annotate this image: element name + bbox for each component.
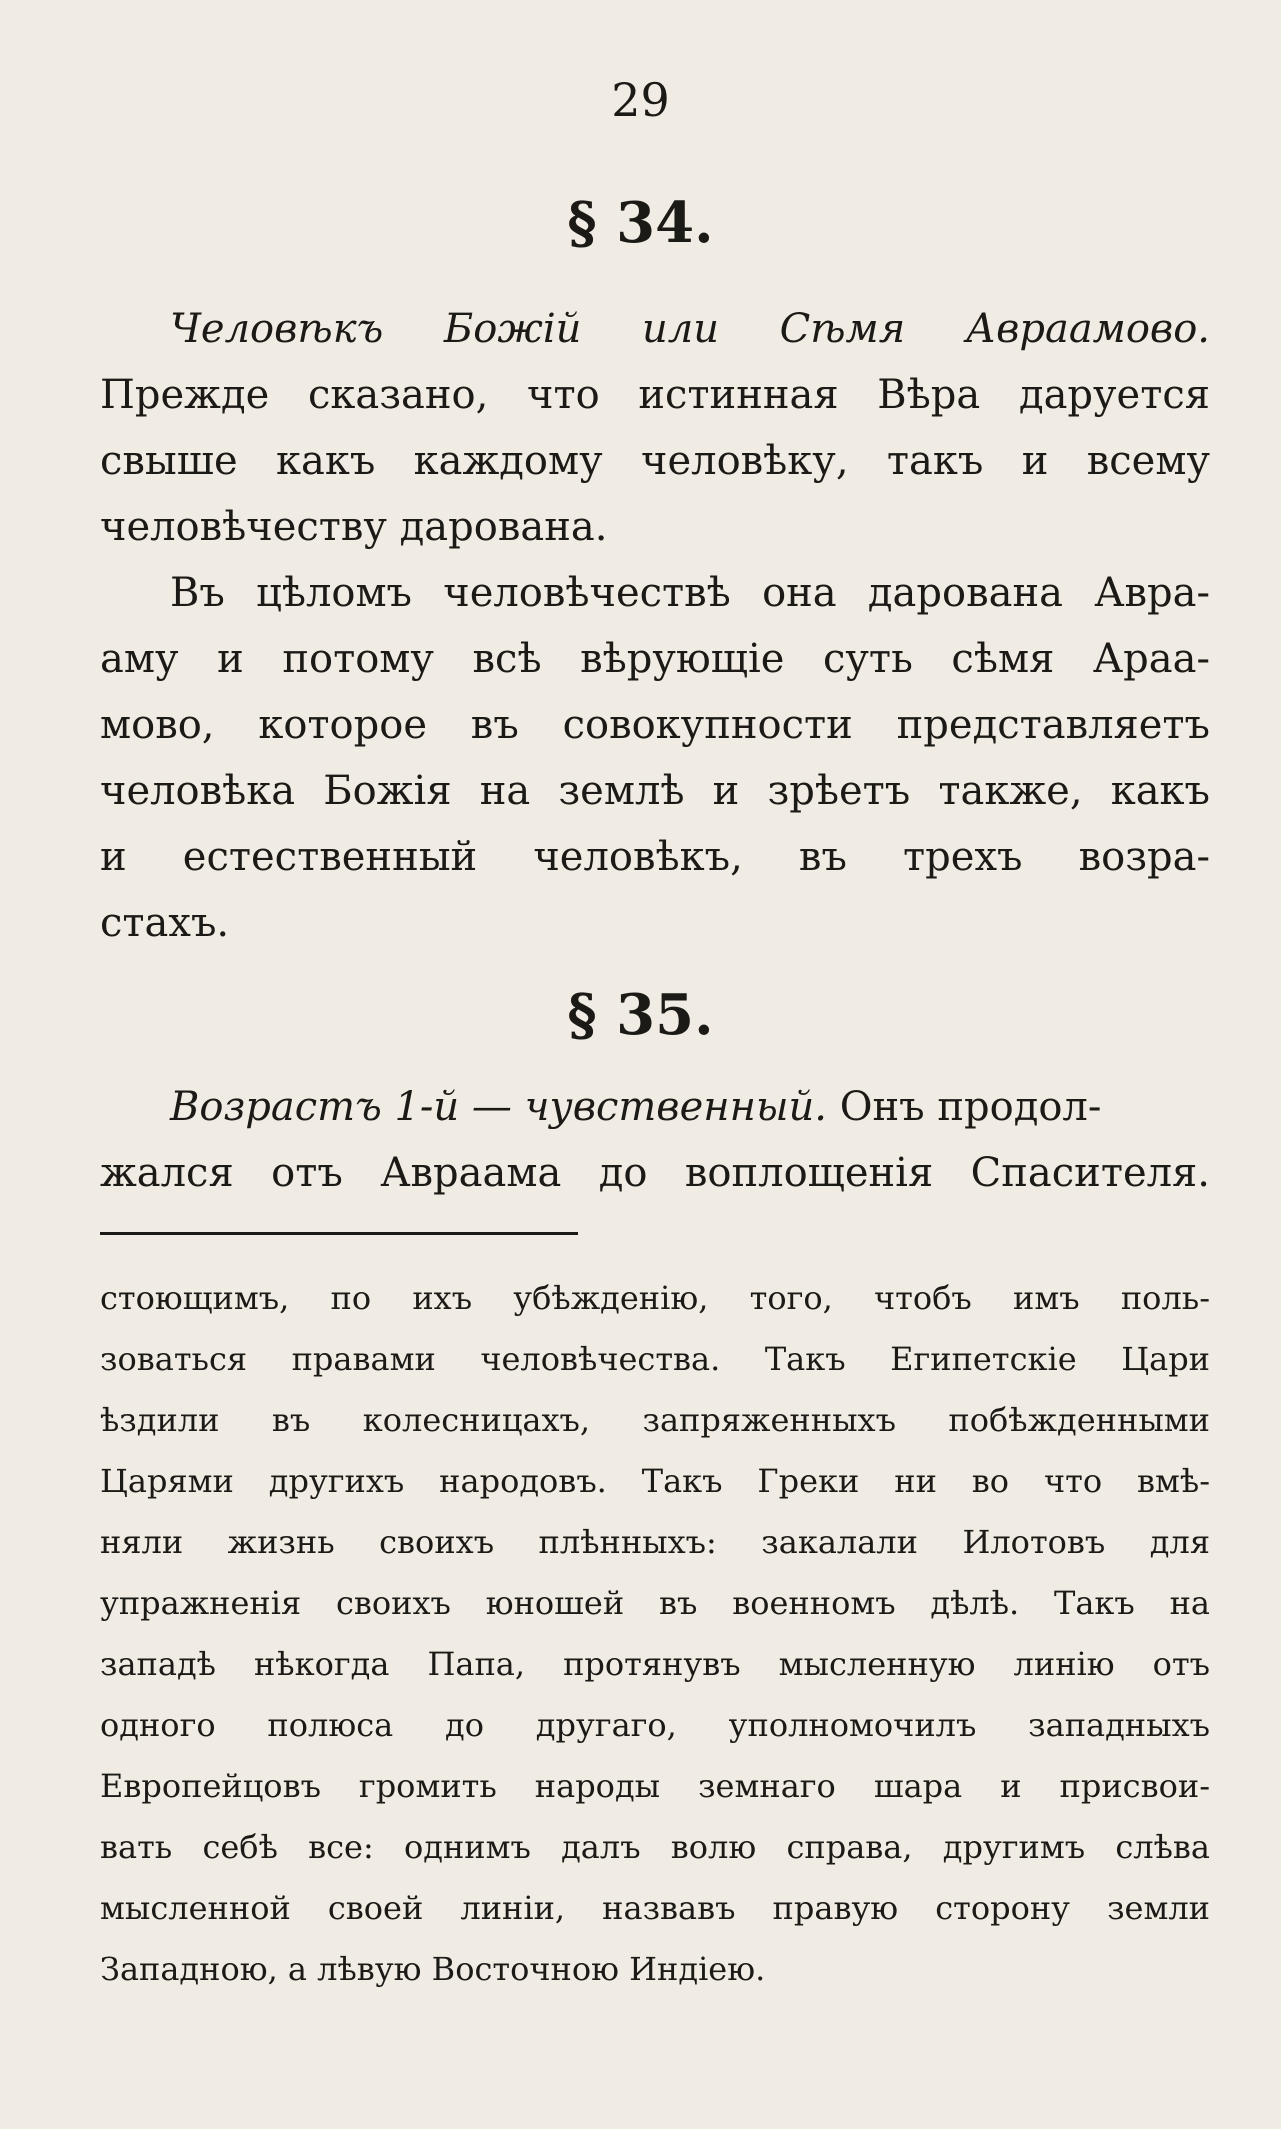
- section-34-body: [100, 296, 1210, 956]
- footnote-line: мысленной своей линіи, назвавъ правую сторону земли: [100, 1889, 1210, 1927]
- footnote-divider: [100, 1232, 578, 1235]
- body-line: Прежде сказано, что истинная Вѣра даруется: [100, 372, 1210, 418]
- body-text: Онъ продол-: [827, 1084, 1102, 1130]
- footnote-line: западѣ нѣкогда Папа, протянувъ мысленную линію отъ: [100, 1645, 1210, 1683]
- section-35-first-line: [100, 1074, 1210, 1140]
- section-35-body: [100, 1074, 1210, 1206]
- body-line: мово, которое въ совокупности представляетъ: [100, 702, 1210, 748]
- section-35-subtitle: Возрастъ 1-й — чувственный.: [170, 1084, 828, 1130]
- footnote-line: упражненія своихъ юношей въ военномъ дѣлѣ. Такъ на: [100, 1584, 1210, 1622]
- footnote-line: одного полюса до другаго, уполномочилъ западныхъ: [100, 1706, 1210, 1744]
- body-line: свыше какъ каждому человѣку, такъ и всему: [100, 438, 1210, 484]
- footnote: [100, 1268, 1210, 2000]
- section-34-heading: § 34.: [567, 190, 714, 256]
- section-35-heading: § 35.: [567, 982, 714, 1048]
- body-line: человѣка Божія на землѣ и зрѣетъ также, какъ: [100, 768, 1210, 814]
- body-line: жался отъ Авраама до воплощенія Спасителя.: [100, 1150, 1210, 1196]
- section-34-subtitle: Человѣкъ Божій или Сѣмя Авраамово.: [170, 306, 1210, 352]
- body-line: аму и потому всѣ вѣрующіе суть сѣмя Араа-: [100, 636, 1210, 682]
- page-number: 29: [611, 73, 670, 127]
- body-line: Въ цѣломъ человѣчествѣ она дарована Авра-: [170, 570, 1210, 616]
- footnote-line: ѣздили въ колесницахъ, запряженныхъ побѣжденными: [100, 1401, 1210, 1439]
- footnote-line: Западною, а лѣвую Восточною Индіею.: [100, 1950, 766, 1988]
- footnote-line: зоваться правами человѣчества. Такъ Египетскіе Цари: [100, 1340, 1210, 1378]
- body-line: человѣчеству дарована.: [100, 504, 608, 550]
- footnote-line: Европейцовъ громить народы земнаго шара и присвои-: [100, 1767, 1210, 1805]
- footnote-line: Царями другихъ народовъ. Такъ Греки ни во что вмѣ-: [100, 1462, 1210, 1500]
- footnote-line: няли жизнь своихъ плѣнныхъ: закалали Илотовъ для: [100, 1523, 1210, 1561]
- footnote-line: стоющимъ, по ихъ убѣжденію, того, чтобъ имъ поль-: [100, 1279, 1210, 1317]
- footnote-line: вать себѣ все: однимъ далъ волю справа, другимъ слѣва: [100, 1828, 1210, 1866]
- body-line: и естественный человѣкъ, въ трехъ возра-: [100, 834, 1210, 880]
- body-line: стахъ.: [100, 900, 230, 946]
